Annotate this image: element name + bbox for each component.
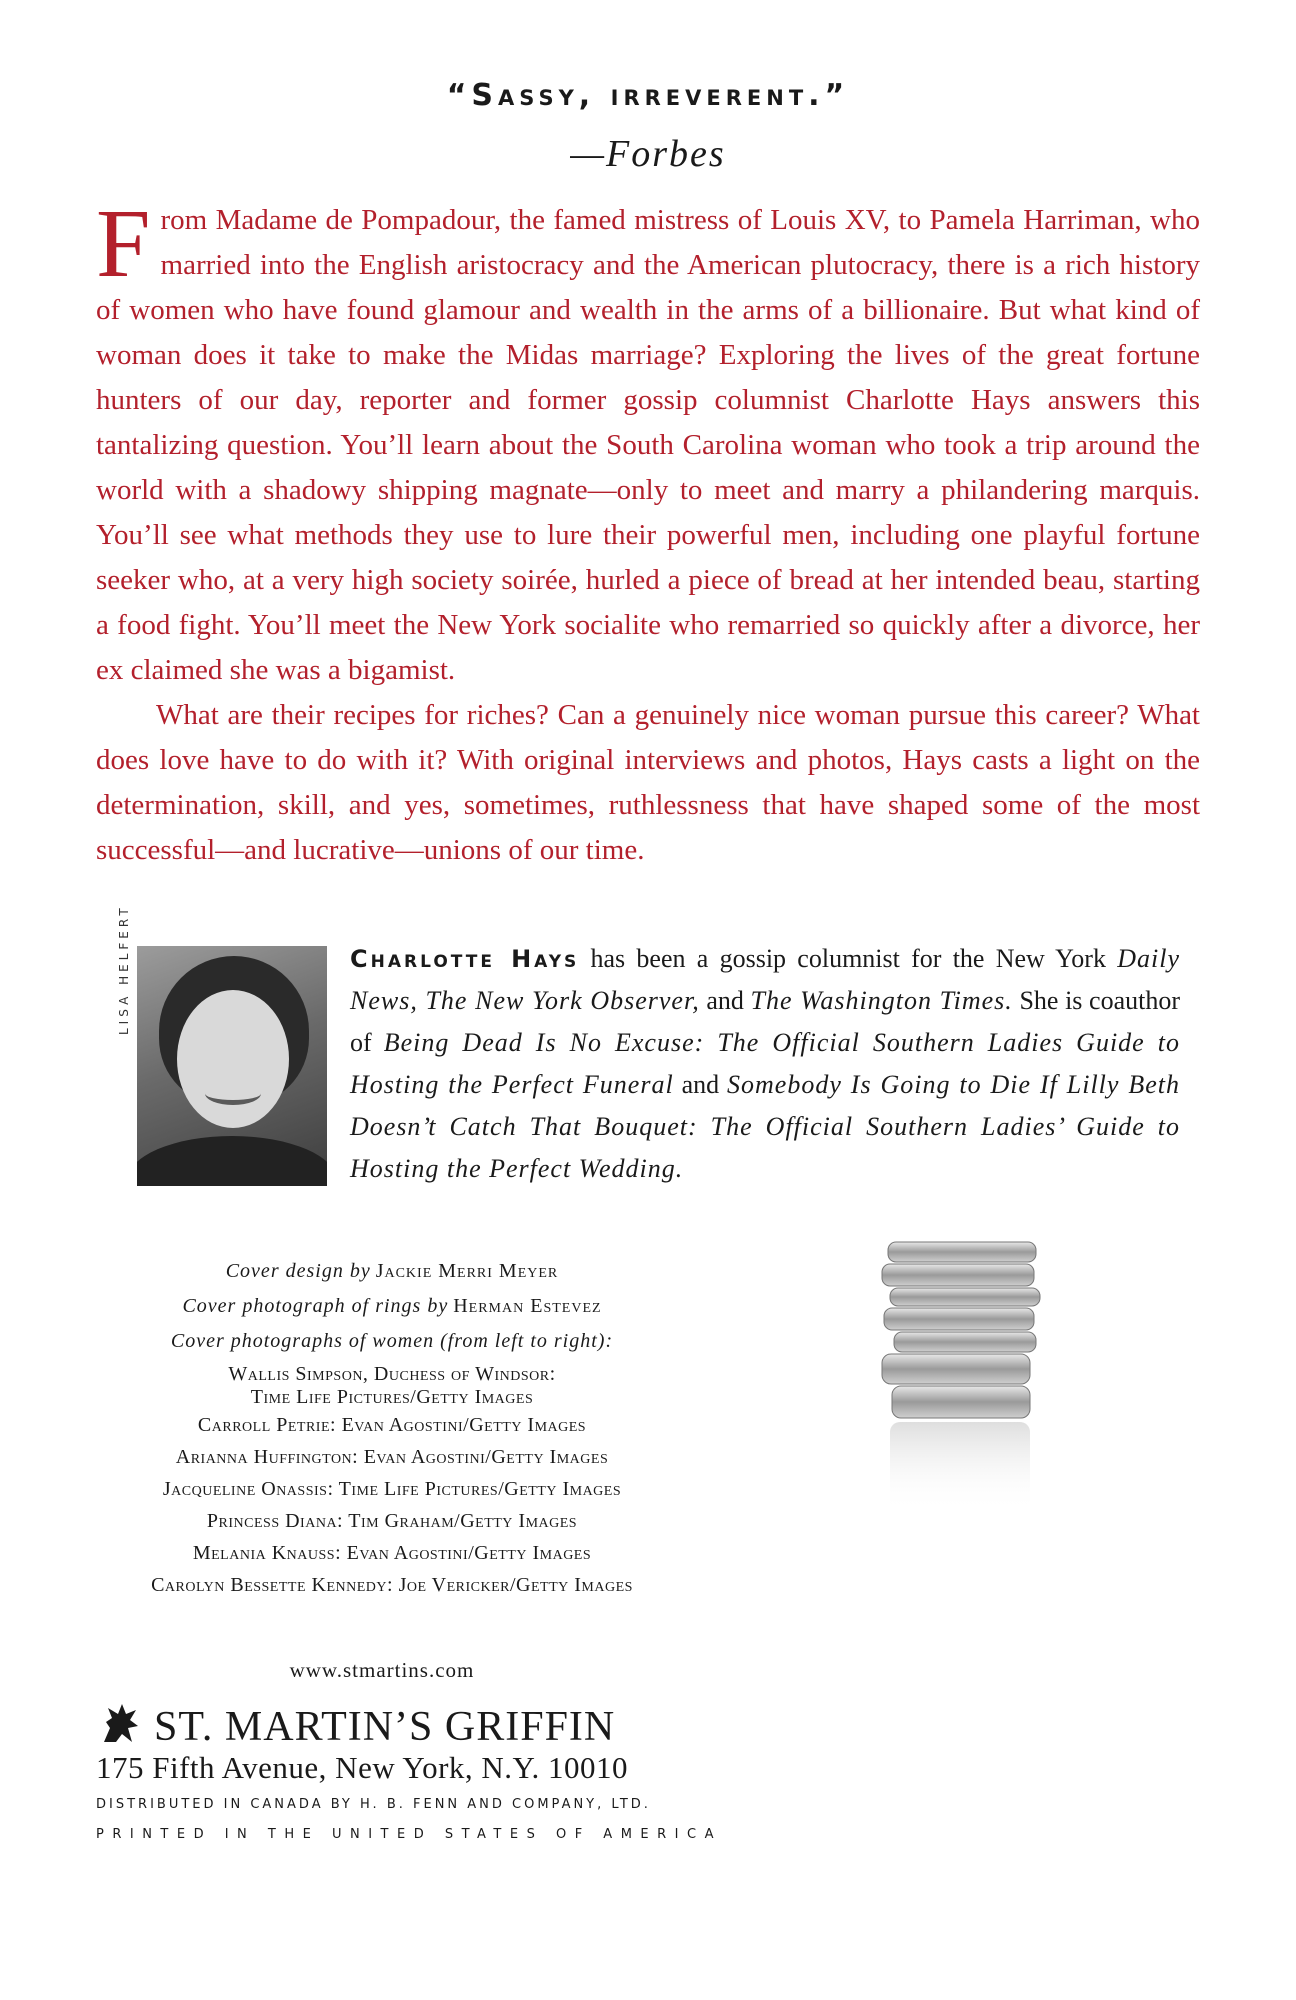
- credit-design-label: Cover design by: [225, 1260, 371, 1282]
- author-name: Charlotte Hays: [350, 945, 580, 973]
- credit-women-label: Cover photographs of women (from left to right):: [170, 1330, 614, 1352]
- credit-item: Carolyn Bessette Kennedy: Joe Vericker/Getty Images: [151, 1574, 633, 1596]
- credit-women: [72, 1324, 712, 1359]
- publisher-imprint: [96, 1698, 716, 1751]
- credit-design-name: Jackie Merri Meyer: [375, 1260, 559, 1282]
- ring-reflection: [890, 1422, 1030, 1512]
- credit-item-group: [72, 1363, 712, 1409]
- ring-band: [894, 1332, 1036, 1352]
- credit-item: Wallis Simpson, Duchess of Windsor:: [228, 1363, 556, 1385]
- bio-text-1: has been a gossip columnist for the New York: [579, 944, 1118, 973]
- bio-text-4: and: [673, 1070, 728, 1099]
- drop-cap: F: [96, 190, 151, 298]
- author-bio: [350, 938, 1180, 1190]
- griffin-icon: [96, 1698, 144, 1746]
- bio-book-1: Being Dead Is No Excuse: The Official Southern Ladies Guide to Hosting the Perfect Funeral: [350, 1028, 1180, 1099]
- author-photo-face: [177, 990, 289, 1128]
- publisher-name: ST. MARTIN’S GRIFFIN: [154, 1704, 616, 1750]
- credit-item: Princess Diana: Tim Graham/Getty Images: [206, 1510, 578, 1532]
- credit-item: Arianna Huffington: Evan Agostini/Getty Images: [175, 1446, 609, 1468]
- bio-publication-1: Daily News, The New York Observer,: [350, 944, 1180, 1015]
- bio-text-3: She is coauthor of: [350, 986, 1181, 1057]
- description-paragraph-1-text: rom Madame de Pompadour, the famed mistress of Louis XV, to Pamela Harriman, who married into the English aristocracy and the American plutocracy, there is a rich history of women who have found glamour and wealth in the arms of a billionaire. But what kind of woman does it take to make the Midas marriage? Exploring the lives of the great fortune hunters of our day, reporter and former gossip columnist Charlotte Hays answers this tantalizing question. You’ll learn about the South Carolina woman who took a trip around the world with a shadowy shipping magnate—only to meet and marry a philandering marquis. You’ll see what methods they use to lure their powerful men, including one playful fortune seeker who, at a very high society soirée, hurled a piece of bread at her intended beau, starting a food fight. You’ll meet the New York socialite who remarried so quickly after a divorce, her ex claimed she was a bigamist.: [96, 204, 1200, 686]
- publisher-url[interactable]: www.stmartins.com: [289, 1658, 475, 1682]
- description-paragraph-1: [96, 190, 1200, 693]
- ring-band: [888, 1242, 1036, 1262]
- ring-band: [890, 1288, 1040, 1306]
- bio-publication-2: The Washington Times.: [750, 986, 1013, 1015]
- ring-band: [884, 1308, 1034, 1330]
- credit-rings: [72, 1289, 712, 1324]
- author-photo: [137, 946, 327, 1186]
- credit-item: Melania Knauss: Evan Agostini/Getty Images: [192, 1542, 592, 1564]
- publisher-address: 175 Fifth Avenue, New York, N.Y. 10010: [96, 1750, 628, 1785]
- credit-item: Time Life Pictures/Getty Images: [250, 1386, 534, 1408]
- credit-rings-name: Herman Estevez: [453, 1295, 602, 1317]
- rings-photo: [876, 1238, 1046, 1518]
- author-photo-smile: [205, 1082, 261, 1105]
- cover-credits: [72, 1254, 712, 1601]
- credit-item: Carroll Petrie: Evan Agostini/Getty Images: [197, 1414, 587, 1436]
- printed-note: PRINTED IN THE UNITED STATES OF AMERICA: [96, 1827, 722, 1842]
- description-paragraph-2: What are their recipes for riches? Can a genuinely nice woman pursue this career? What does love have to do with it? With original interviews and photos, Hays casts a light on the determination, skill, and yes, sometimes, ruthlessness that have shaped some of the most successful—and lucrative—unions of our time.: [96, 699, 1200, 866]
- quote-source: —Forbes: [570, 133, 726, 175]
- credit-rings-label: Cover photograph of rings by: [182, 1295, 449, 1317]
- ring-band: [882, 1264, 1034, 1286]
- author-photo-shoulders: [137, 1136, 327, 1186]
- credit-item: Jacqueline Onassis: Time Life Pictures/Getty Images: [162, 1478, 622, 1500]
- bio-text-2: and: [699, 986, 751, 1015]
- photo-credit: LISA HELFERT: [117, 904, 131, 1035]
- review-quote: “Sassy, irreverent.”: [446, 78, 850, 113]
- ring-band: [892, 1386, 1030, 1418]
- ring-band: [882, 1354, 1030, 1384]
- credit-design: [72, 1254, 712, 1289]
- book-description: [96, 190, 1200, 873]
- bio-book-2: Somebody Is Going to Die If Lilly Beth Doesn’t Catch That Bouquet: The Official Southern Ladies’ Guide to Hosting the Perfect Wedding.: [350, 1070, 1180, 1183]
- distribution-note: DISTRIBUTED IN CANADA BY H. B. FENN AND COMPANY, LTD.: [96, 1797, 651, 1812]
